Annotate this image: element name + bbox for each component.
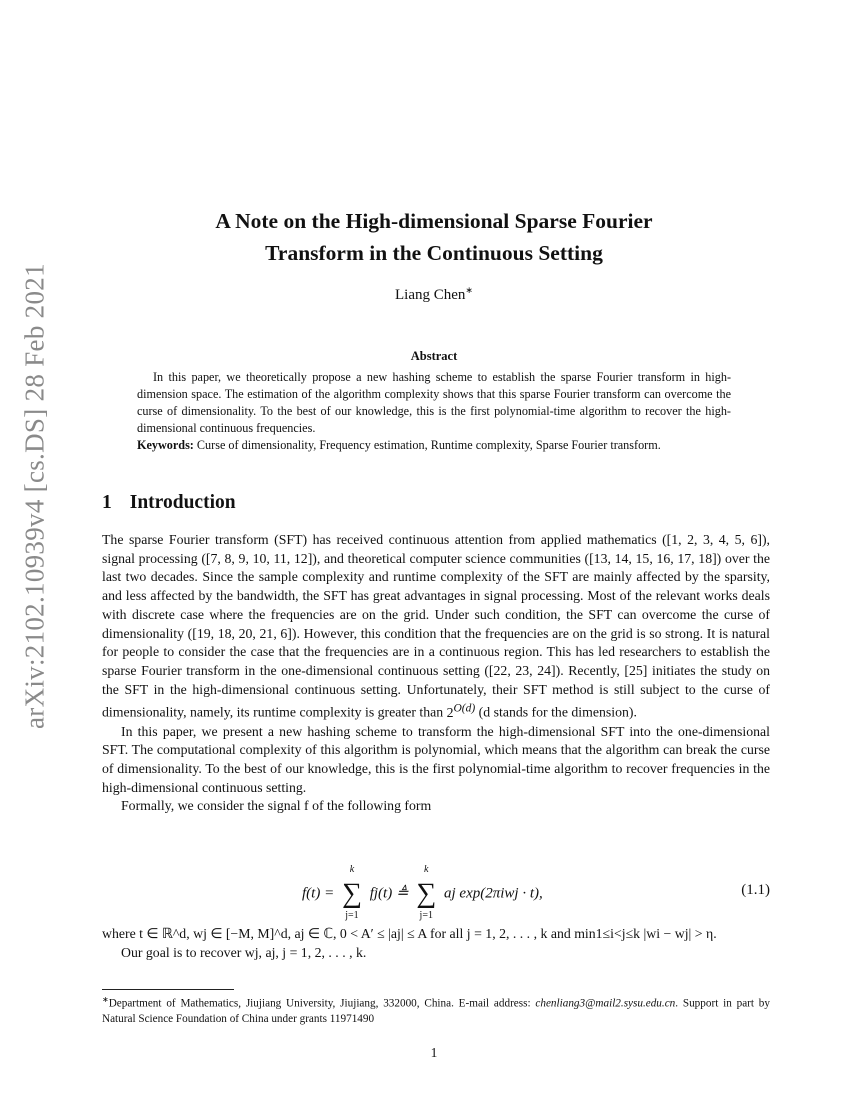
keywords — [137, 437, 731, 454]
equation-body — [302, 864, 543, 921]
eq-term-2: aj exp(2πiwj · t), — [444, 885, 543, 902]
paragraph-1 — [102, 531, 770, 723]
arxiv-identifier: arXiv:2102.10939v4 [cs.DS] 28 Feb 2021 — [19, 263, 50, 729]
equation-number: (1.1) — [741, 882, 770, 898]
eq-lhs: f(t) = — [302, 885, 335, 902]
complexity-expression — [446, 702, 476, 720]
where-clause: where t ∈ ℝ^d, wj ∈ [−M, M]^d, aj ∈ ℂ, 0 < A′ ≤ |aj| ≤ A for all j = 1, 2, . . . , k and min1≤i<j≤k |wi − wj| > η. — [102, 926, 717, 941]
title-line-1: A Note on the High-dimensional Sparse Fourier — [215, 209, 653, 233]
sum-symbol-2: k ∑ j=1 — [412, 880, 440, 908]
footnote-text: Department of Mathematics, Jiujiang University, Jiujiang, 332000, China. E-mail address: — [108, 997, 531, 1010]
exp-power: O(d) — [453, 702, 476, 715]
paragraph-1-tail: (d stands for the dimension). — [478, 704, 637, 720]
footnote-mark: ∗ — [102, 995, 109, 1004]
author-name: Liang Chen — [395, 287, 466, 303]
footnote-email[interactable]: chenliang3@mail2.sysu.edu.cn — [535, 997, 676, 1010]
sum-2-lower: j=1 — [419, 910, 433, 921]
section-heading — [102, 492, 236, 514]
paragraph-1-text: The sparse Fourier transform (SFT) has received continuous attention from applied mathematics ([1, 2, 3, 4, 5, 6]), signal processing ([7, 8, 9, 10, 11, 12]), and theoretical computer science communities ([13, 14, 15, 16, 17, 18]) over the last two decades. Since the sample complexity and runtime complexity of the SFT are mainly affected by the sparsity, and less affected by the bandwidth, the SFT has great advantages in signal processing. Most of the relevant works deals with discrete case where the frequencies are on the grid. Under such condition, the SFT can overcome the curse of dimensionality ([19, 18, 20, 21, 6]). However, this condition that the frequencies are on the grid is so strong. It is natural for people to consider the case that the frequencies are in a continuous region. This has led researchers to establish the sparse Fourier transform in the one-dimensional continuous setting ([22, 23, 24]). Recently, [25] initiates the study on the SFT in the high-dimensional continuous setting. Unfortunately, their SFT method is still subject to the curse of dimensionality, namely, its runtime complexity is greater than — [102, 532, 770, 720]
eq-term-1: fj(t) ≜ — [369, 885, 409, 902]
keywords-label: Keywords: — [137, 438, 194, 452]
sum-symbol-1: k ∑ j=1 — [338, 880, 366, 908]
title-line-2: Transform in the Continuous Setting — [265, 241, 603, 265]
introduction-body — [102, 531, 770, 816]
keywords-text: Curse of dimensionality, Frequency estimation, Runtime complexity, Sparse Fourier transform. — [196, 438, 661, 452]
author-footnote-mark: ∗ — [465, 285, 473, 295]
sum-1-lower: j=1 — [345, 910, 359, 921]
footnote-support: . Support in part by Natural Science Foundation of China under grants 11971490 — [102, 997, 770, 1025]
footnote — [102, 992, 770, 1027]
paragraph-3: Formally, we consider the signal f of the following form — [121, 798, 432, 814]
abstract-text: In this paper, we theoretically propose a new hashing scheme to establish the sparse Fourier transform in high-dimension space. The estimation of the algorithm complexity shows that this sparse Fourier transform can overcome the curse of dimensionality. To the best of our knowledge, this is the first polynomial-time algorithm to recover the high-dimensional continuous frequencies. — [137, 370, 731, 435]
paper-title — [100, 205, 768, 269]
goal-statement: Our goal is to recover wj, aj, j = 1, 2, . . . , k. — [121, 944, 367, 960]
section-title: Introduction — [129, 492, 236, 513]
footnote-rule — [102, 989, 234, 990]
equation-1-1 — [102, 864, 770, 921]
page-number: 1 — [430, 1045, 438, 1060]
sum-2-upper: k — [424, 864, 429, 875]
abstract-heading: Abstract — [410, 349, 458, 363]
section-number: 1 — [102, 492, 112, 513]
author — [100, 285, 768, 304]
post-equation-text — [102, 925, 770, 962]
abstract — [137, 369, 731, 454]
exp-base: 2 — [446, 704, 454, 720]
sum-1-upper: k — [349, 864, 355, 875]
paragraph-2: In this paper, we present a new hashing scheme to transform the high-dimensional SFT into the one-dimensional SFT. The computational complexity of this algorithm is polynomial, which means that the algorithm can break the curse of dimensionality. To the best of our knowledge, this is the first polynomial-time algorithm to recover frequencies in the high-dimensional continuous setting. — [102, 723, 770, 795]
